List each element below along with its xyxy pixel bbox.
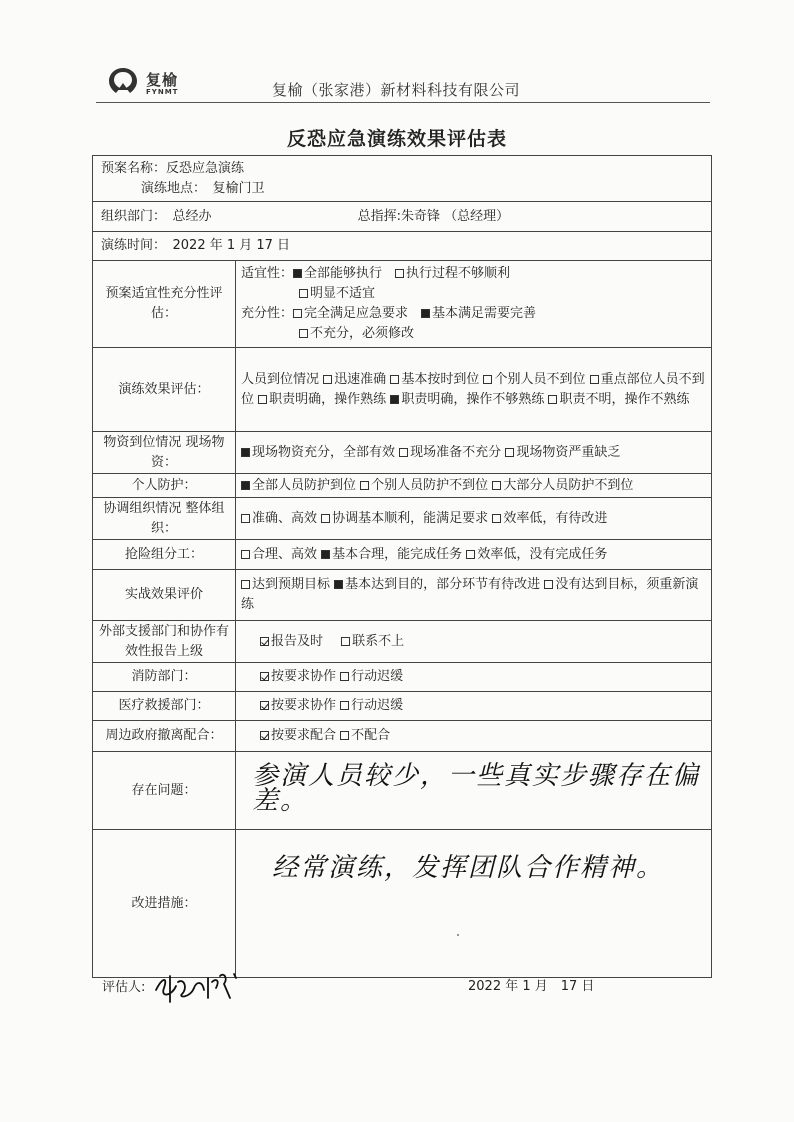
rescue-row: [93, 540, 712, 570]
medical-opt-0-checkbox[interactable]: [260, 701, 269, 710]
medical-opt-1-checkbox[interactable]: [340, 701, 349, 710]
materials-row: [93, 432, 712, 474]
government-opt-1-label: 不配合: [351, 728, 391, 743]
suff-opt-0-checkbox[interactable]: [293, 309, 302, 318]
effect-row: [93, 348, 712, 432]
coordination-label: 协调组织情况 整体组织：: [93, 498, 236, 540]
arrive-opt-2-checkbox[interactable]: [483, 375, 492, 384]
suff-opt-2-label: 不充分，必须修改: [310, 326, 415, 341]
actual-row: [93, 570, 712, 621]
arrival-prefix: 人员到位情况: [241, 371, 320, 387]
suit-opt-2-checkbox[interactable]: [299, 289, 308, 298]
government-label: 周边政府撤离配合：: [93, 721, 236, 752]
materials-opt-2-label: 现场物资严重缺乏: [516, 444, 621, 460]
fire-opt-1-label: 行动迟缓: [351, 669, 404, 684]
external-row: [93, 621, 712, 663]
time-row: [93, 232, 712, 261]
materials-opt-0-label: 现场物资充分，全部有效: [252, 444, 396, 460]
dept-row: [93, 202, 712, 232]
problems-label: 存在问题：: [93, 752, 236, 830]
protection-row: [93, 474, 712, 498]
fire-opt-1-checkbox[interactable]: [340, 672, 349, 681]
fire-row: [93, 663, 712, 692]
materials-opt-0-checkbox[interactable]: [241, 448, 250, 457]
organizing-dept: 组织部门： 总经办: [101, 208, 212, 224]
company-logo: [106, 66, 216, 102]
external-opt-0-label: 报告及时: [271, 633, 324, 649]
plan-name: 预案名称：反恐应急演练: [101, 160, 245, 176]
coordination-row: [93, 498, 712, 540]
rescue-opt-1-checkbox[interactable]: [321, 550, 330, 559]
materials-label: 物资到位情况 现场物资：: [93, 432, 236, 474]
coordination-opt-2-label: 效率低，有待改进: [503, 510, 608, 526]
drill-time: 演练时间： 2022 年 1 月 17 日: [93, 232, 712, 261]
improve-row: [93, 830, 712, 978]
suit-opt-2-label: 明显不适宜: [310, 286, 376, 301]
coordination-opt-1-checkbox[interactable]: [321, 514, 330, 523]
rescue-opt-0-checkbox[interactable]: [241, 550, 250, 559]
arrive-opt-2-label: 个别人员不到位: [494, 371, 586, 387]
evaluation-form: [92, 155, 712, 978]
protection-opt-1-label: 个别人员防护不到位: [371, 477, 489, 493]
medical-row: [93, 692, 712, 721]
form-title: 反恐应急演练效果评估表: [286, 128, 507, 150]
duty-opt-2-checkbox[interactable]: [548, 395, 557, 404]
government-opt-0-label: 按要求配合: [271, 728, 337, 743]
external-opt-0-checkbox[interactable]: [260, 637, 269, 646]
duty-opt-1-label: 职责明确，操作不够熟练: [401, 391, 545, 407]
actual-opt-2-label: 没有达到目标，须重新演练: [241, 577, 699, 612]
rescue-opt-2-label: 效率低，没有完成任务: [477, 546, 608, 562]
duty-opt-0-checkbox[interactable]: [258, 395, 267, 404]
rescue-label: 抢险组分工：: [93, 540, 236, 570]
suitability-title: 适宜性：: [241, 266, 294, 281]
actual-opt-1-checkbox[interactable]: [334, 580, 343, 589]
external-opt-1-label: 联系不上: [352, 633, 405, 649]
effect-label: 演练效果评估：: [93, 348, 236, 432]
suitability-row: [93, 261, 712, 348]
suff-opt-1-label: 基本满足需要完善: [432, 306, 537, 321]
protection-opt-2-checkbox[interactable]: [492, 481, 501, 490]
duty-opt-2-label: 职责不明，操作不熟练: [559, 391, 690, 407]
suitability-label: 预案适宜性充分性评估：: [93, 261, 236, 348]
arrive-opt-3-checkbox[interactable]: [590, 375, 599, 384]
rescue-opt-2-checkbox[interactable]: [466, 550, 475, 559]
rescue-opt-0-label: 合理、高效: [252, 546, 318, 562]
arrive-opt-1-checkbox[interactable]: [390, 375, 399, 384]
improve-handwriting: 经常演练，发挥团队合作精神。: [272, 853, 665, 883]
government-opt-1-checkbox[interactable]: [340, 731, 349, 740]
drill-location: 演练地点： 复榆门卫: [141, 180, 265, 196]
evaluation-date: 2022 年 1 月 17 日: [468, 979, 595, 994]
duty-opt-0-label: 职责明确，操作熟练: [269, 391, 387, 407]
evaluator-label: 评估人:: [102, 980, 146, 995]
suit-opt-0-checkbox[interactable]: [293, 269, 302, 278]
actual-label: 实战效果评价: [93, 570, 236, 621]
actual-opt-0-label: 达到预期目标: [252, 577, 331, 592]
suff-opt-0-label: 完全满足应急要求: [304, 306, 409, 321]
logo-name: 复榆: [146, 71, 179, 89]
fire-opt-0-label: 按要求协作: [271, 669, 337, 684]
actual-opt-0-checkbox[interactable]: [241, 580, 250, 589]
actual-opt-1-label: 基本达到目的，部分环节有待改进: [345, 577, 541, 592]
logo-mark-icon: [106, 66, 140, 96]
fire-label: 消防部门：: [93, 663, 236, 692]
improve-label: 改进措施：: [93, 830, 236, 978]
materials-opt-1-checkbox[interactable]: [399, 448, 408, 457]
logo-english: FYNMT: [146, 88, 179, 96]
protection-label: 个人防护：: [93, 474, 236, 498]
duty-opt-1-checkbox[interactable]: [390, 395, 399, 404]
government-row: [93, 721, 712, 752]
suit-opt-0-label: 全部能够执行: [304, 266, 383, 281]
medical-opt-0-label: 按要求协作: [271, 698, 337, 713]
coordination-opt-0-checkbox[interactable]: [241, 514, 250, 523]
arrive-opt-0-checkbox[interactable]: [323, 375, 332, 384]
coordination-opt-2-checkbox[interactable]: [492, 514, 501, 523]
government-opt-0-checkbox[interactable]: [260, 731, 269, 740]
suff-opt-1-checkbox[interactable]: [421, 309, 430, 318]
commander: 总指挥:朱奇锋 （总经理）: [357, 208, 510, 224]
protection-opt-2-label: 大部分人员防护不到位: [503, 477, 634, 493]
problems-row: [93, 752, 712, 830]
evaluator-signature: [150, 968, 250, 1008]
external-label: 外部支援部门和协作有效性报告上级: [93, 621, 236, 663]
arrive-opt-1-label: 基本按时到位: [401, 371, 480, 387]
header-divider: [96, 102, 710, 103]
arrive-opt-0-label: 迅速准确: [334, 371, 387, 387]
protection-opt-1-checkbox[interactable]: [360, 481, 369, 490]
suit-opt-1-checkbox[interactable]: [395, 269, 404, 278]
problems-handwriting: 参演人员较少，一些真实步骤存在偏差。: [252, 760, 701, 816]
scan-speck: [457, 934, 459, 936]
actual-opt-2-checkbox[interactable]: [544, 580, 553, 589]
external-opt-1-checkbox[interactable]: [341, 637, 350, 646]
medical-opt-1-label: 行动迟缓: [351, 698, 404, 713]
coordination-opt-1-label: 协调基本顺利，能满足要求: [332, 510, 489, 526]
medical-label: 医疗救援部门：: [93, 692, 236, 721]
coordination-opt-0-label: 准确、高效: [252, 510, 318, 526]
protection-opt-0-checkbox[interactable]: [241, 481, 250, 490]
materials-opt-1-label: 现场准备不充分: [410, 444, 502, 460]
fire-opt-0-checkbox[interactable]: [260, 672, 269, 681]
plan-row: [93, 156, 712, 202]
rescue-opt-1-label: 基本合理，能完成任务: [332, 546, 463, 562]
materials-opt-2-checkbox[interactable]: [505, 448, 514, 457]
arrive-opt-3-label: 重点部位人员不到位: [241, 371, 705, 407]
protection-opt-0-label: 全部人员防护到位: [252, 477, 357, 493]
company-name: 复榆（张家港）新材料科技有限公司: [272, 81, 521, 99]
sufficiency-title: 充分性：: [241, 306, 294, 321]
suit-opt-1-label: 执行过程不够顺利: [406, 266, 511, 281]
suff-opt-2-checkbox[interactable]: [299, 329, 308, 338]
